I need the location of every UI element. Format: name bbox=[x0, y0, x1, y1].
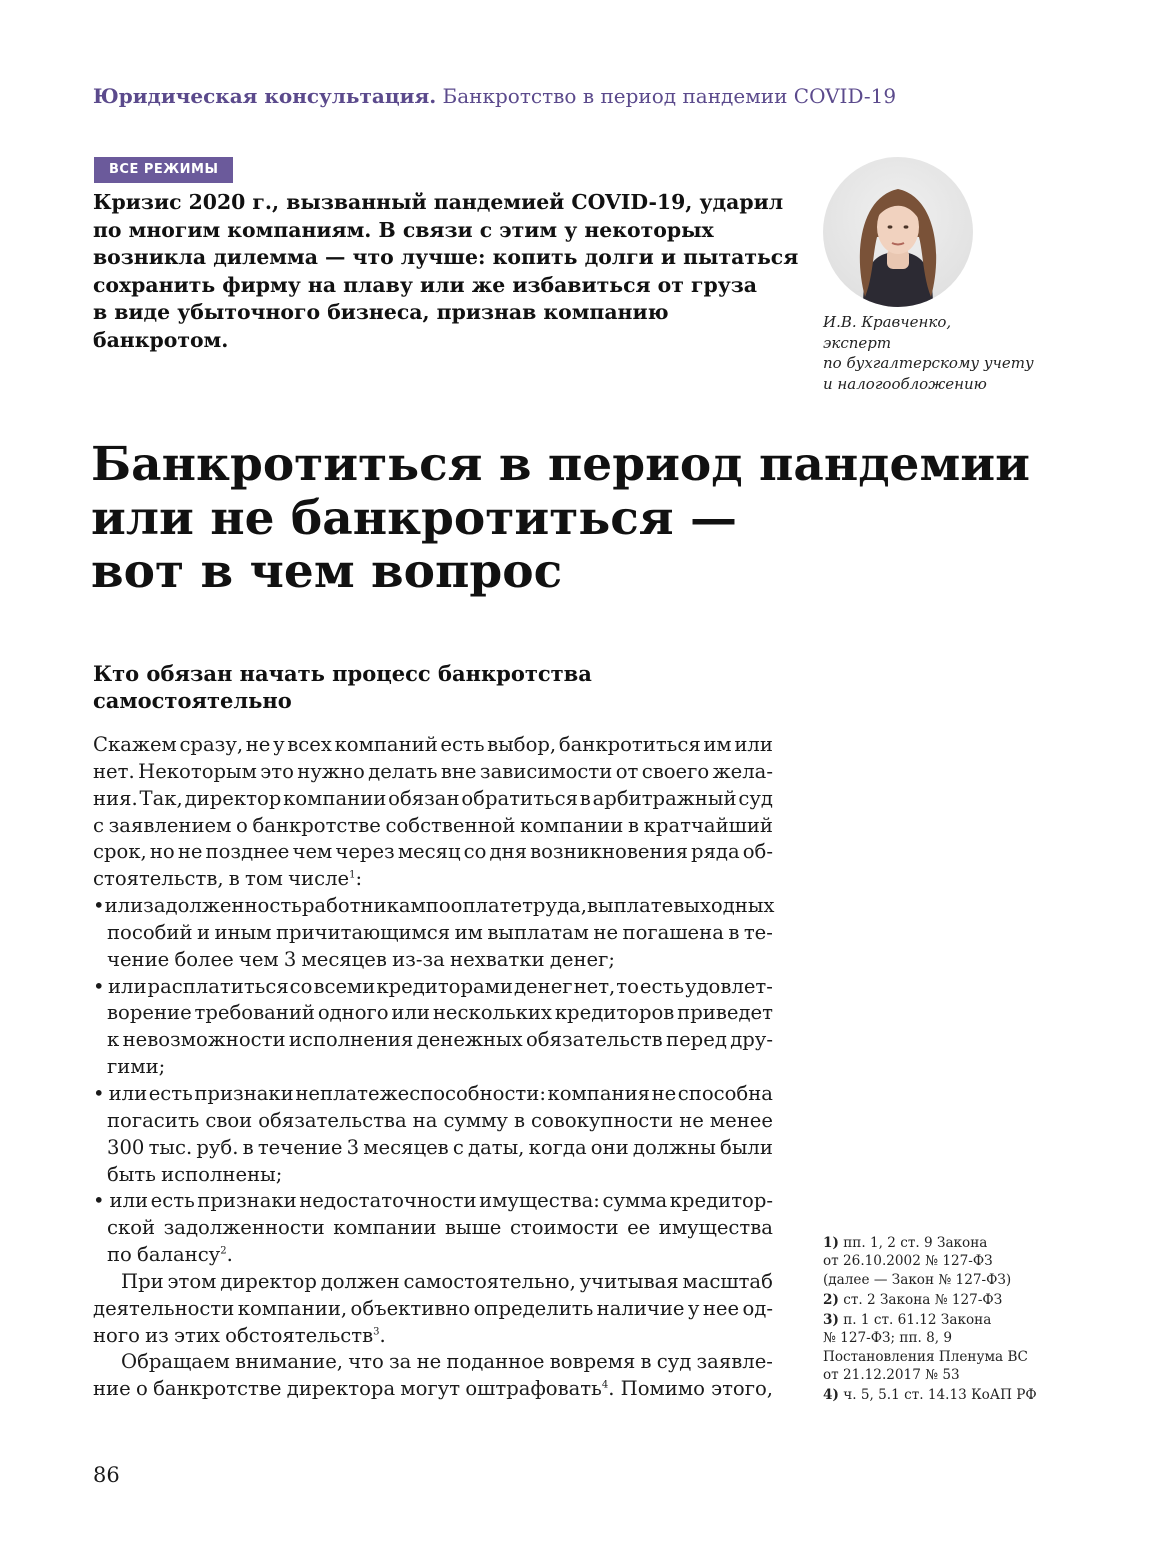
author-role: эксперт bbox=[823, 333, 892, 352]
body-text-tail: . Помимо этого, bbox=[608, 1377, 773, 1401]
footnote-number: 2) bbox=[823, 1291, 839, 1308]
bullet-icon: • bbox=[93, 974, 105, 998]
body-line: 300 тыс. руб. в течение 3 месяцев с даты, когда они должны были bbox=[107, 1135, 773, 1159]
section-heading bbox=[93, 660, 783, 714]
lead-line: Кризис 2020 г., вызванный пандемией COVID-19, ударил bbox=[93, 190, 784, 214]
running-header bbox=[93, 82, 1073, 110]
footnote-line bbox=[823, 1252, 1073, 1270]
footnote-text: ст. 2 Закона № 127-ФЗ bbox=[843, 1291, 1003, 1308]
body-line: ного из этих обстоятельств$^3$. bbox=[93, 1323, 386, 1347]
body-line: деятельности компании, объективно определить наличие у нее од- bbox=[93, 1296, 773, 1320]
body-line: чение более чем 3 месяцев из-за нехватки денег; bbox=[107, 947, 615, 971]
footnote-text: пп. 1, 2 ст. 9 Закона bbox=[843, 1235, 988, 1251]
footnotes bbox=[823, 1234, 1073, 1407]
body-line: по балансу$^2$. bbox=[107, 1243, 233, 1267]
author-photo bbox=[823, 157, 973, 307]
bullet-item-line: • или есть признаки неплатежеспособности: компания не способна bbox=[93, 1081, 773, 1108]
lead-line: банкротом. bbox=[93, 327, 229, 352]
lead-line: в виде убыточного бизнеса, признав компанию bbox=[93, 300, 669, 324]
section-heading-line: Кто обязан начать процесс банкротства bbox=[93, 661, 592, 686]
lead-line: по многим компаниям. В связи с этим у некоторых bbox=[93, 217, 714, 242]
footnote-number: 4) bbox=[823, 1387, 839, 1404]
body-line: быть исполнены; bbox=[107, 1162, 283, 1186]
footnote-text: (далее — Закон № 127-ФЗ) bbox=[823, 1271, 1012, 1288]
footnote bbox=[823, 1311, 1073, 1384]
body-line: нет. Некоторым это нужно делать вне зависимости от своего жела- bbox=[93, 759, 773, 783]
footnote bbox=[823, 1386, 1073, 1404]
author-caption bbox=[823, 312, 1063, 394]
body-line: пособий и иным причитающимся им выплатам не погашена в те- bbox=[107, 920, 773, 944]
article-title bbox=[91, 438, 1091, 599]
lead-paragraph bbox=[93, 189, 799, 354]
body-line: ворение требований одного или нескольких кредиторов приведет bbox=[107, 1001, 773, 1025]
bullet-icon: • bbox=[93, 1189, 105, 1213]
footnote-line bbox=[823, 1234, 1073, 1252]
article-body bbox=[93, 732, 773, 1403]
footnote-text: п. 1 ст. 61.12 Закона bbox=[843, 1312, 992, 1329]
title-line: вот в чем вопрос bbox=[91, 544, 563, 599]
footnote-line bbox=[823, 1291, 1073, 1309]
footnote-text: от 21.12.2017 № 53 bbox=[823, 1367, 960, 1384]
body-line: ние о банкротстве директора могут оштрафовать$^4$. Помимо этого, bbox=[93, 1377, 773, 1401]
body-line: ской задолженности компании выше стоимости ее имущества bbox=[107, 1216, 773, 1240]
footnote bbox=[823, 1291, 1073, 1309]
body-line: стоятельств, в том числе$^1$: bbox=[93, 867, 363, 891]
footnote-line bbox=[823, 1311, 1073, 1329]
body-line: срок, но не позднее чем через месяц со дня возникновения ряда об- bbox=[93, 840, 773, 864]
body-text-tail: : bbox=[355, 867, 363, 891]
bullet-item-line: • или расплатиться со всеми кредиторами денег нет, то есть удовлет- bbox=[93, 974, 773, 1001]
footnote bbox=[823, 1234, 1073, 1289]
footnote-ref[interactable]: 2 bbox=[220, 1245, 227, 1257]
body-line: гими; bbox=[107, 1055, 166, 1079]
running-header-section: Юридическая консультация. bbox=[93, 84, 437, 108]
footnote-text: № 127-ФЗ; пп. 8, 9 bbox=[823, 1330, 953, 1347]
body-line: к невозможности исполнения денежных обязательств перед дру- bbox=[107, 1028, 773, 1052]
footnote-line bbox=[823, 1271, 1073, 1289]
footnote-number: 3) bbox=[823, 1312, 839, 1329]
running-header-topic: Банкротство в период пандемии COVID-19 bbox=[442, 84, 897, 108]
body-text-tail: . bbox=[226, 1243, 233, 1267]
title-line: или не банкротиться — bbox=[91, 490, 737, 546]
footnote-text: ч. 5, 5.1 ст. 14.13 КоАП РФ bbox=[843, 1387, 1037, 1404]
lead-line: сохранить фирму на плаву или же избавиться от груза bbox=[93, 272, 758, 297]
footnote-number: 1) bbox=[823, 1235, 839, 1251]
body-line: Скажем сразу, не у всех компаний есть выбор, банкротиться им или bbox=[93, 733, 773, 756]
bullet-item-line: • или задолженность работникам по оплате труда, выплате выходных bbox=[93, 893, 773, 920]
footnote-ref[interactable]: 1 bbox=[349, 869, 356, 881]
body-line: ния. Так, директор компании обязан обратиться в арбитражный суд bbox=[93, 786, 773, 810]
footnote-line bbox=[823, 1329, 1073, 1347]
body-text-tail: . bbox=[379, 1323, 386, 1347]
footnote-text: Постановления Пленума ВС bbox=[823, 1348, 1028, 1365]
body-line: Обращаем внимание, что за не поданное вовремя в суд заявле- bbox=[121, 1350, 773, 1374]
category-tag: ВСЕ РЕЖИМЫ bbox=[94, 157, 233, 183]
footnote-line bbox=[823, 1366, 1073, 1384]
footnote-line bbox=[823, 1348, 1073, 1366]
author-role: по бухгалтерскому учету bbox=[823, 354, 1034, 373]
section-heading-line: самостоятельно bbox=[93, 688, 292, 713]
body-line: При этом директор должен самостоятельно, учитывая масштаб bbox=[121, 1269, 773, 1293]
bullet-item-line: • или есть признаки недостаточности имущества: сумма кредитор- bbox=[93, 1188, 773, 1215]
footnote-line bbox=[823, 1386, 1073, 1404]
footnote-ref[interactable]: 4 bbox=[601, 1379, 609, 1391]
body-line: погасить свои обязательства на сумму в совокупности не менее bbox=[107, 1108, 773, 1132]
bullet-icon: • bbox=[93, 894, 105, 918]
bullet-icon: • bbox=[93, 1081, 105, 1105]
author-portrait-icon bbox=[823, 157, 973, 307]
page-number: 86 bbox=[93, 1463, 120, 1487]
title-line: Банкротиться в период пандемии bbox=[91, 437, 1030, 492]
footnote-ref[interactable]: 3 bbox=[373, 1326, 380, 1338]
footnote-text: от 26.10.2002 № 127-ФЗ bbox=[823, 1253, 993, 1270]
body-line: с заявлением о банкротстве собственной компании в кратчайший bbox=[93, 813, 773, 837]
author-role: и налогообложению bbox=[823, 374, 987, 393]
author-name: И.В. Кравченко, bbox=[823, 313, 952, 331]
lead-line: возникла дилемма — что лучше: копить долги и пытаться bbox=[93, 245, 799, 269]
